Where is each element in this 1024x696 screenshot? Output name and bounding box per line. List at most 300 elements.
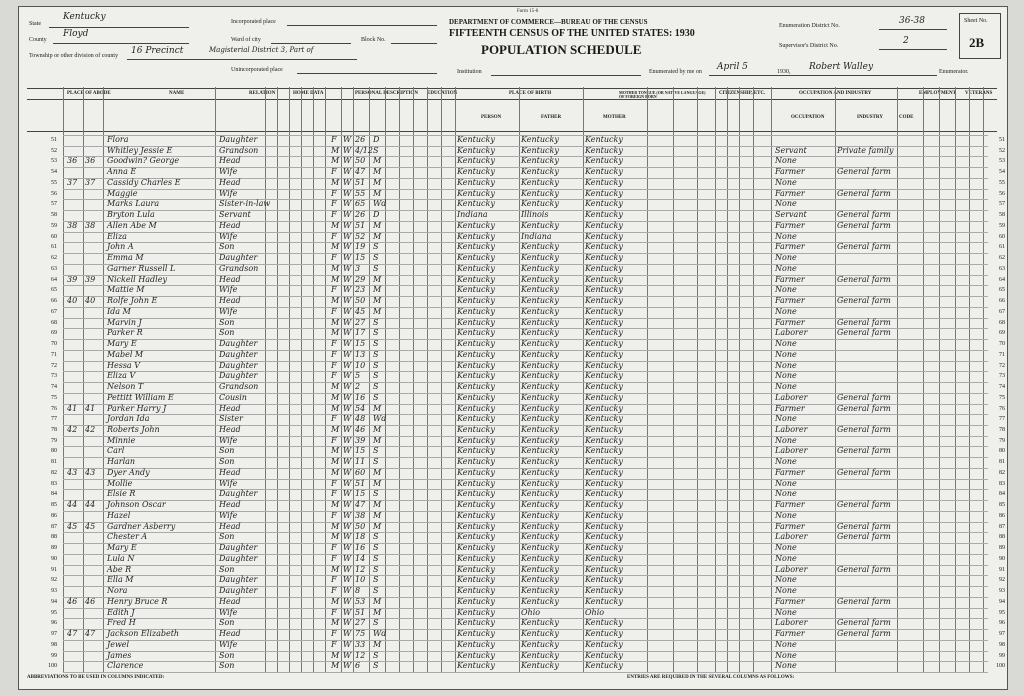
cell-occupation: None — [775, 263, 797, 273]
cell-name: Clarence — [107, 661, 144, 671]
cell-name: Nelson T — [107, 382, 144, 392]
line-number-right: 57 — [999, 201, 1005, 208]
cell-relation: Son — [219, 650, 235, 660]
cell-industry: General farm — [837, 188, 891, 198]
line-number: 54 — [51, 169, 57, 176]
cell-sex: F — [331, 210, 337, 220]
column-divider — [289, 87, 290, 672]
cell-person-birth: Kentucky — [457, 231, 495, 241]
cell-marital: S — [373, 328, 379, 338]
cell-mother-birth: Kentucky — [585, 414, 623, 424]
line-number-right: 90 — [999, 555, 1005, 562]
cell-person-birth: Kentucky — [457, 500, 495, 510]
cell-family: 47 — [85, 629, 96, 639]
cell-father-birth: Kentucky — [521, 618, 559, 628]
column-divider — [427, 87, 428, 672]
cell-age: 47 — [355, 500, 366, 510]
cell-mother-birth: Kentucky — [585, 650, 623, 660]
cell-age: 45 — [355, 306, 366, 316]
cell-age: 54 — [355, 403, 366, 413]
cell-name: Pettitt William E — [107, 392, 174, 402]
cell-marital: M — [373, 167, 382, 177]
line-number-right: 55 — [999, 179, 1005, 186]
cell-age: 8 — [355, 586, 361, 596]
line-number-right: 61 — [999, 244, 1005, 251]
cell-person-birth: Kentucky — [457, 306, 495, 316]
cell-sex: F — [331, 371, 337, 381]
cell-dwelling: 41 — [67, 403, 78, 413]
cell-sex: F — [331, 586, 337, 596]
cell-race: W — [343, 199, 352, 209]
cell-occupation: Laborer — [775, 392, 808, 402]
cell-age: 15 — [355, 253, 366, 263]
line-number: 57 — [51, 201, 57, 208]
cell-race: W — [343, 521, 352, 531]
cell-industry: Private family — [837, 145, 894, 155]
cell-person-birth: Kentucky — [457, 177, 495, 187]
line-number-right: 58 — [999, 212, 1005, 219]
cell-race: W — [343, 156, 352, 166]
cell-occupation: Servant — [775, 210, 807, 220]
cell-mother-birth: Kentucky — [585, 500, 623, 510]
enumerated-date: April 5 — [717, 62, 748, 72]
header-occupation: OCCUPATION — [791, 115, 825, 120]
line-number: 59 — [51, 222, 57, 229]
cell-name: James — [107, 650, 132, 660]
county-value: Floyd — [63, 29, 89, 39]
line-number-right: 83 — [999, 480, 1005, 487]
cell-occupation: None — [775, 360, 797, 370]
cell-race: W — [343, 543, 352, 553]
cell-father-birth: Kentucky — [521, 424, 559, 434]
cell-person-birth: Kentucky — [457, 510, 495, 520]
cell-dwelling: 36 — [67, 156, 78, 166]
state-label: State — [29, 21, 41, 27]
cell-father-birth: Indiana — [521, 231, 552, 241]
line-number-right: 68 — [999, 319, 1005, 326]
cell-person-birth: Kentucky — [457, 639, 495, 649]
cell-mother-birth: Kentucky — [585, 167, 623, 177]
column-divider — [983, 87, 984, 672]
cell-age: 51 — [355, 177, 366, 187]
group-occupation: OCCUPATION AND INDUSTRY — [799, 91, 872, 96]
line-number: 55 — [51, 179, 57, 186]
cell-father-birth: Kentucky — [521, 242, 559, 252]
cell-person-birth: Kentucky — [457, 575, 495, 585]
cell-name: Ida M — [107, 306, 131, 316]
cell-dwelling: 38 — [67, 220, 78, 230]
cell-father-birth: Kentucky — [521, 263, 559, 273]
cell-name: Mattie M — [107, 285, 145, 295]
cell-name: Allen Abe M — [107, 220, 157, 230]
column-divider — [83, 87, 84, 672]
cell-marital: M — [373, 296, 382, 306]
cell-occupation: None — [775, 543, 797, 553]
cell-person-birth: Kentucky — [457, 392, 495, 402]
cell-name: Mollie — [107, 478, 133, 488]
cell-name: Johnson Oscar — [107, 500, 166, 510]
cell-age: 3 — [355, 263, 361, 273]
cell-person-birth: Kentucky — [457, 467, 495, 477]
cell-person-birth: Kentucky — [457, 521, 495, 531]
cell-name: Mary E — [107, 543, 137, 553]
cell-race: W — [343, 306, 352, 316]
cell-mother-birth: Kentucky — [585, 220, 623, 230]
cell-race: W — [343, 639, 352, 649]
line-number-right: 53 — [999, 158, 1005, 165]
cell-age: 46 — [355, 424, 366, 434]
line-number-right: 74 — [999, 384, 1005, 391]
cell-mother-birth: Kentucky — [585, 403, 623, 413]
cell-father-birth: Kentucky — [521, 435, 559, 445]
cell-industry: General farm — [837, 500, 891, 510]
cell-family: 42 — [85, 424, 96, 434]
cell-age: 26 — [355, 210, 366, 220]
cell-sex: M — [331, 156, 340, 166]
cell-father-birth: Kentucky — [521, 274, 559, 284]
cell-industry: General farm — [837, 242, 891, 252]
cell-age: 15 — [355, 446, 366, 456]
column-divider — [385, 87, 386, 672]
cell-mother-birth: Kentucky — [585, 661, 623, 671]
enumerated-label: Enumerated by me on — [649, 69, 702, 75]
cell-father-birth: Kentucky — [521, 285, 559, 295]
cell-industry: General farm — [837, 467, 891, 477]
footer-entries-note: ENTRIES ARE REQUIRED IN THE SEVERAL COLUMNS AS FOLLOWS: — [627, 675, 795, 680]
cell-race: W — [343, 360, 352, 370]
cell-mother-birth: Kentucky — [585, 360, 623, 370]
cell-relation: Head — [219, 403, 241, 413]
cell-relation: Daughter — [219, 360, 258, 370]
cell-person-birth: Kentucky — [457, 317, 495, 327]
cell-age: 55 — [355, 188, 366, 198]
cell-marital: M — [373, 639, 382, 649]
column-divider — [771, 87, 772, 672]
cell-mother-birth: Kentucky — [585, 317, 623, 327]
line-number: 97 — [51, 631, 57, 638]
line-number: 53 — [51, 158, 57, 165]
cell-marital: S — [373, 339, 379, 349]
cell-occupation: None — [775, 650, 797, 660]
cell-marital: M — [373, 188, 382, 198]
cell-dwelling: 45 — [67, 521, 78, 531]
line-number-right: 97 — [999, 631, 1005, 638]
cell-relation: Head — [219, 521, 241, 531]
cell-race: W — [343, 253, 352, 263]
cell-age: 33 — [355, 639, 366, 649]
line-number: 82 — [51, 469, 57, 476]
cell-age: 48 — [355, 414, 366, 424]
column-divider — [341, 87, 342, 672]
cell-marital: S — [373, 446, 379, 456]
cell-industry: General farm — [837, 629, 891, 639]
cell-race: W — [343, 349, 352, 359]
cell-person-birth: Kentucky — [457, 618, 495, 628]
cell-race: W — [343, 210, 352, 220]
cell-relation: Head — [219, 177, 241, 187]
cell-race: W — [343, 629, 352, 639]
header-mother: MOTHER — [603, 115, 626, 120]
cell-father-birth: Kentucky — [521, 220, 559, 230]
cell-name: Jordan Ida — [107, 414, 150, 424]
header-person: PERSON — [481, 115, 502, 120]
line-number-right: 99 — [999, 652, 1005, 659]
cell-father-birth: Kentucky — [521, 478, 559, 488]
line-number-right: 91 — [999, 566, 1005, 573]
cell-occupation: None — [775, 371, 797, 381]
cell-sex: F — [331, 349, 337, 359]
line-number: 64 — [51, 276, 57, 283]
line-number-right: 80 — [999, 448, 1005, 455]
cell-marital: S — [373, 360, 379, 370]
cell-occupation: None — [775, 661, 797, 671]
cell-sex: F — [331, 543, 337, 553]
cell-person-birth: Kentucky — [457, 457, 495, 467]
cell-occupation: None — [775, 435, 797, 445]
cell-race: W — [343, 339, 352, 349]
line-number: 70 — [51, 341, 57, 348]
cell-mother-birth: Kentucky — [585, 446, 623, 456]
cell-mother-birth: Kentucky — [585, 510, 623, 520]
cell-marital: D — [373, 135, 380, 144]
cell-mother-birth: Kentucky — [585, 306, 623, 316]
cell-marital: Wd — [373, 199, 387, 209]
line-number: 100 — [48, 663, 57, 670]
cell-relation: Daughter — [219, 553, 258, 563]
cell-father-birth: Illinois — [521, 210, 549, 220]
cell-mother-birth: Kentucky — [585, 339, 623, 349]
cell-marital: S — [373, 317, 379, 327]
cell-sex: M — [331, 618, 340, 628]
cell-sex: M — [331, 403, 340, 413]
census-table — [48, 135, 1005, 672]
cell-relation: Son — [219, 564, 235, 574]
line-number-right: 60 — [999, 233, 1005, 240]
cell-age: 47 — [355, 167, 366, 177]
cell-dwelling: 44 — [67, 500, 78, 510]
line-number: 80 — [51, 448, 57, 455]
cell-person-birth: Kentucky — [457, 403, 495, 413]
cell-relation: Grandson — [219, 263, 259, 273]
cell-marital: S — [373, 650, 379, 660]
cell-name: Carl — [107, 446, 125, 456]
header-father: FATHER — [541, 115, 562, 120]
cell-person-birth: Kentucky — [457, 274, 495, 284]
cell-age: 23 — [355, 285, 366, 295]
cell-relation: Cousin — [219, 392, 247, 402]
column-divider — [715, 87, 716, 672]
cell-family: 43 — [85, 467, 96, 477]
cell-father-birth: Kentucky — [521, 296, 559, 306]
line-number-right: 81 — [999, 459, 1005, 466]
cell-mother-birth: Kentucky — [585, 586, 623, 596]
cell-father-birth: Kentucky — [521, 543, 559, 553]
cell-industry: General farm — [837, 446, 891, 456]
line-number: 63 — [51, 265, 57, 272]
line-number-right: 75 — [999, 394, 1005, 401]
cell-age: 17 — [355, 328, 366, 338]
cell-dwelling: 46 — [67, 596, 78, 606]
cell-name: Jewel — [107, 639, 130, 649]
enumerated-year: 1930, — [777, 69, 791, 75]
column-divider — [727, 87, 728, 672]
cell-age: 26 — [355, 135, 366, 144]
column-divider — [399, 87, 400, 672]
cell-marital: M — [373, 403, 382, 413]
cell-mother-birth: Kentucky — [585, 231, 623, 241]
cell-relation: Head — [219, 500, 241, 510]
cell-occupation: None — [775, 575, 797, 585]
cell-race: W — [343, 414, 352, 424]
cell-marital: M — [373, 467, 382, 477]
cell-marital: Wd — [373, 629, 387, 639]
line-number: 90 — [51, 555, 57, 562]
line-number-right: 76 — [999, 405, 1005, 412]
cell-occupation: None — [775, 306, 797, 316]
cell-name: Abe R — [107, 564, 132, 574]
cell-father-birth: Kentucky — [521, 167, 559, 177]
cell-relation: Son — [219, 661, 235, 671]
cell-name: Lula N — [107, 553, 135, 563]
cell-sex: F — [331, 339, 337, 349]
group-name: NAME — [169, 91, 185, 96]
cell-mother-birth: Ohio — [585, 607, 605, 617]
cell-father-birth: Kentucky — [521, 564, 559, 574]
line-number: 76 — [51, 405, 57, 412]
cell-name: Nickell Hadley — [107, 274, 167, 284]
cell-occupation: None — [775, 339, 797, 349]
cell-person-birth: Kentucky — [457, 489, 495, 499]
township-value: 16 Precinct — [131, 46, 184, 56]
cell-mother-birth: Kentucky — [585, 521, 623, 531]
column-divider — [301, 87, 302, 672]
cell-industry: General farm — [837, 274, 891, 284]
cell-marital: M — [373, 274, 382, 284]
cell-person-birth: Kentucky — [457, 199, 495, 209]
cell-family: 37 — [85, 177, 96, 187]
cell-age: 29 — [355, 274, 366, 284]
line-number: 94 — [51, 598, 57, 605]
cell-industry: General farm — [837, 167, 891, 177]
cell-marital: M — [373, 510, 382, 520]
cell-mother-birth: Kentucky — [585, 424, 623, 434]
enumerator-name: Robert Walley — [809, 62, 874, 72]
cell-sex: M — [331, 328, 340, 338]
cell-industry: General farm — [837, 392, 891, 402]
line-number-right: 93 — [999, 588, 1005, 595]
cell-age: 12 — [355, 564, 366, 574]
column-divider — [647, 87, 648, 672]
line-number: 84 — [51, 491, 57, 498]
line-number: 88 — [51, 534, 57, 541]
cell-marital: S — [373, 564, 379, 574]
cell-father-birth: Kentucky — [521, 586, 559, 596]
cell-age: 2 — [355, 382, 361, 392]
cell-race: W — [343, 382, 352, 392]
cell-relation: Son — [219, 242, 235, 252]
cell-race: W — [343, 618, 352, 628]
cell-name: Harlan — [107, 457, 136, 467]
cell-person-birth: Kentucky — [457, 242, 495, 252]
cell-father-birth: Kentucky — [521, 457, 559, 467]
column-divider — [897, 87, 898, 672]
cell-name: Whitley Jessie E — [107, 145, 173, 155]
line-number: 75 — [51, 394, 57, 401]
cell-occupation: Farmer — [775, 296, 805, 306]
department: DEPARTMENT OF COMMERCE—BUREAU OF THE CENSUS — [449, 18, 648, 26]
cell-name: Maggie — [107, 188, 138, 198]
cell-person-birth: Kentucky — [457, 478, 495, 488]
cell-mother-birth: Kentucky — [585, 618, 623, 628]
cell-occupation: None — [775, 457, 797, 467]
line-number: 62 — [51, 255, 57, 262]
cell-name: Minnie — [107, 435, 136, 445]
cell-mother-birth: Kentucky — [585, 564, 623, 574]
cell-relation: Head — [219, 296, 241, 306]
cell-father-birth: Kentucky — [521, 371, 559, 381]
column-divider — [673, 87, 674, 672]
cell-mother-birth: Kentucky — [585, 349, 623, 359]
cell-sex: F — [331, 435, 337, 445]
cell-family: 46 — [85, 596, 96, 606]
cell-relation: Son — [219, 446, 235, 456]
cell-sex: M — [331, 650, 340, 660]
cell-race: W — [343, 532, 352, 542]
cell-sex: M — [331, 596, 340, 606]
sheet-number-box — [959, 13, 1001, 59]
cell-relation: Wife — [219, 639, 238, 649]
cell-person-birth: Kentucky — [457, 145, 495, 155]
cell-name: Edith J — [107, 607, 135, 617]
cell-marital: M — [373, 220, 382, 230]
line-number: 73 — [51, 373, 57, 380]
cell-industry: General farm — [837, 317, 891, 327]
cell-relation: Head — [219, 629, 241, 639]
cell-relation: Son — [219, 457, 235, 467]
cell-industry: General farm — [837, 532, 891, 542]
cell-person-birth: Kentucky — [457, 424, 495, 434]
cell-relation: Son — [219, 618, 235, 628]
cell-father-birth: Kentucky — [521, 629, 559, 639]
cell-race: W — [343, 489, 352, 499]
line-number: 83 — [51, 480, 57, 487]
cell-race: W — [343, 575, 352, 585]
cell-industry: General farm — [837, 564, 891, 574]
line-number-right: 95 — [999, 609, 1005, 616]
cell-sex: F — [331, 478, 337, 488]
cell-person-birth: Kentucky — [457, 285, 495, 295]
block-label: Block No. — [361, 37, 386, 43]
group-home-data: HOME DATA — [293, 91, 324, 96]
cell-marital: S — [373, 263, 379, 273]
cell-mother-birth: Kentucky — [585, 328, 623, 338]
cell-person-birth: Kentucky — [457, 564, 495, 574]
line-number: 87 — [51, 523, 57, 530]
cell-sex: F — [331, 639, 337, 649]
cell-family: 36 — [85, 156, 96, 166]
cell-marital: M — [373, 177, 382, 187]
cell-relation: Wife — [219, 306, 238, 316]
line-number-right: 92 — [999, 577, 1005, 584]
cell-name: Elsie R — [107, 489, 136, 499]
line-number-right: 100 — [996, 663, 1005, 670]
line-number: 68 — [51, 319, 57, 326]
line-number-right: 73 — [999, 373, 1005, 380]
cell-occupation: Laborer — [775, 424, 808, 434]
cell-marital: S — [373, 532, 379, 542]
cell-person-birth: Kentucky — [457, 263, 495, 273]
cell-industry: General farm — [837, 210, 891, 220]
